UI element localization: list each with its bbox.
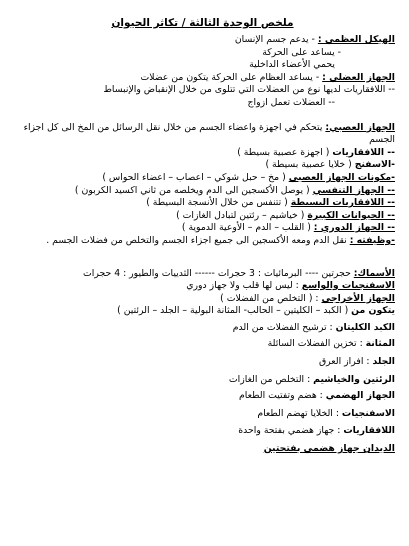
line-text: : ليس لها قلب ولا جهاز دوري xyxy=(186,280,302,292)
line-text: ( يوصل الأكسجين الى الدم ويخلصه من ثاني اكسيد الكربون ) xyxy=(74,184,313,196)
text-line xyxy=(10,97,395,110)
section-circulatory-excretory-digestive xyxy=(10,268,395,456)
line-text: نقل الدم ومعه الأكسجين الى جميع اجزاء الجسم والتخلص من فضلات الجسم . xyxy=(46,234,350,246)
text-line xyxy=(10,322,395,335)
line-text: : افراز العرق xyxy=(318,356,373,368)
text-line xyxy=(10,172,395,185)
line-text: ( القلب – الدم – الأوعية الدموية ) xyxy=(181,222,314,234)
line-text: ( مخ – حبل شوكي – اعصاب – اعضاء الحواس ) xyxy=(102,171,289,183)
line-text: - يساعد على الحركة xyxy=(262,46,341,58)
line-text: : تخزين الفضلات السائلة xyxy=(267,338,366,350)
text-line xyxy=(10,443,395,456)
line-heading: -الاسفنج xyxy=(354,159,395,171)
line-heading: -- الجهاز التنفسي xyxy=(312,184,395,196)
section-skeleton-muscle xyxy=(10,34,395,110)
line-text: : ( التخلص من الفضلات ) xyxy=(220,292,322,304)
text-line xyxy=(10,185,395,198)
line-heading: المثانة xyxy=(365,338,395,350)
text-line xyxy=(10,390,395,403)
line-heading: -- الجهاز الدوري : xyxy=(313,222,395,234)
text-line xyxy=(10,84,395,97)
text-line xyxy=(10,210,395,223)
line-heading: يتكون من xyxy=(351,305,395,317)
text-line xyxy=(10,280,395,293)
line-heading: الاسفنجيات والواسع xyxy=(301,280,395,292)
line-text: ( خلايا عصبية بسيطة ) xyxy=(265,159,355,171)
line-heading: الجهاز العضلي : xyxy=(322,71,395,83)
line-text: : جهاز هضمي بفتحة واحدة xyxy=(238,425,344,437)
text-line xyxy=(10,408,395,421)
line-text: : الخلايا تهضم الطعام xyxy=(257,407,342,419)
text-line xyxy=(10,222,395,235)
line-text: : ترشيح الفضلات من الدم xyxy=(232,321,336,333)
line-heading: -- اللافقاريات xyxy=(332,146,395,158)
line-text: ( الكبد – الكليتين – الحالب- المثانة البولية – الجلد – الرئتين ) xyxy=(117,305,352,317)
line-heading: الجلد xyxy=(372,356,395,368)
page-title: ملخص الوحدة الثالثة / تكاثر الحيوان xyxy=(111,17,294,29)
text-line xyxy=(10,34,395,47)
line-heading: الديدان جهاز هضمي بفتحتين xyxy=(263,443,395,455)
line-heading: -وظيفته : xyxy=(349,234,395,246)
line-text: : التخلص من الغازات xyxy=(228,373,314,385)
line-text: ( خياشيم – رئتين لتبادل الغازات ) xyxy=(176,209,308,221)
text-line xyxy=(10,293,395,306)
line-heading: الاسفنجيات xyxy=(341,407,395,419)
text-line xyxy=(10,159,395,172)
line-text: يحمي الأعضاء الداخلية xyxy=(249,59,335,71)
text-line xyxy=(10,147,395,160)
line-text: - يدعم جسم الإنسان xyxy=(234,34,318,45)
text-line xyxy=(10,235,395,248)
text-line xyxy=(10,305,395,318)
line-heading: الهيكل العظمي : xyxy=(317,34,395,45)
line-text: -- العضلات تعمل ازواج xyxy=(247,96,335,108)
line-heading: الرئتين والخياشيم xyxy=(313,373,395,385)
text-line xyxy=(10,197,395,210)
line-heading: اللافقاريات xyxy=(343,425,395,437)
line-heading: -مكونات الجهاز العصبي xyxy=(288,171,395,183)
text-line xyxy=(10,47,395,60)
line-heading: -- اللافقاريات البسيطة xyxy=(290,197,395,209)
line-text: - يساعد العظام على الحركة يتكون من عضلات xyxy=(140,71,323,83)
line-heading: -- الحيوانات الكبيرة xyxy=(307,209,395,221)
line-text: حجرتين ---- البرمائيات : 3 حجرات ------ الثدييات والطيور : 4 حجرات xyxy=(83,267,354,279)
line-heading: الكبد الكليتان xyxy=(335,321,395,333)
line-heading: الجهاز الهضمي xyxy=(325,390,395,402)
line-text: : هضم وتفتيت الطعام xyxy=(239,390,326,402)
text-line xyxy=(10,72,395,85)
line-heading: الأسماك: xyxy=(353,267,395,279)
section-nervous-respiratory xyxy=(10,122,395,248)
text-line xyxy=(10,59,395,72)
line-heading: الجهاز العصبي: xyxy=(325,121,395,133)
line-text: ( تتنفس من خلال الأنسجة البسيطة ) xyxy=(146,197,291,209)
text-line xyxy=(10,268,395,281)
text-line xyxy=(10,356,395,369)
line-text: يتحكم في اجهزة واعضاء الجسم من خلال نقل الرسائل من المخ الى كل اجزاء الجسم xyxy=(23,121,395,146)
line-heading: الجهاز الأخراجي xyxy=(321,292,395,304)
text-line xyxy=(10,122,395,147)
line-text: ( اجهزة عصبية بسيطة ) xyxy=(237,146,333,158)
text-line xyxy=(10,425,395,438)
text-line xyxy=(10,338,395,351)
line-text: -- اللافقاريات لديها نوع من العضلات التي تتلوى من خلال الإنقباض والإنبساط xyxy=(103,84,395,96)
text-line xyxy=(10,374,395,387)
